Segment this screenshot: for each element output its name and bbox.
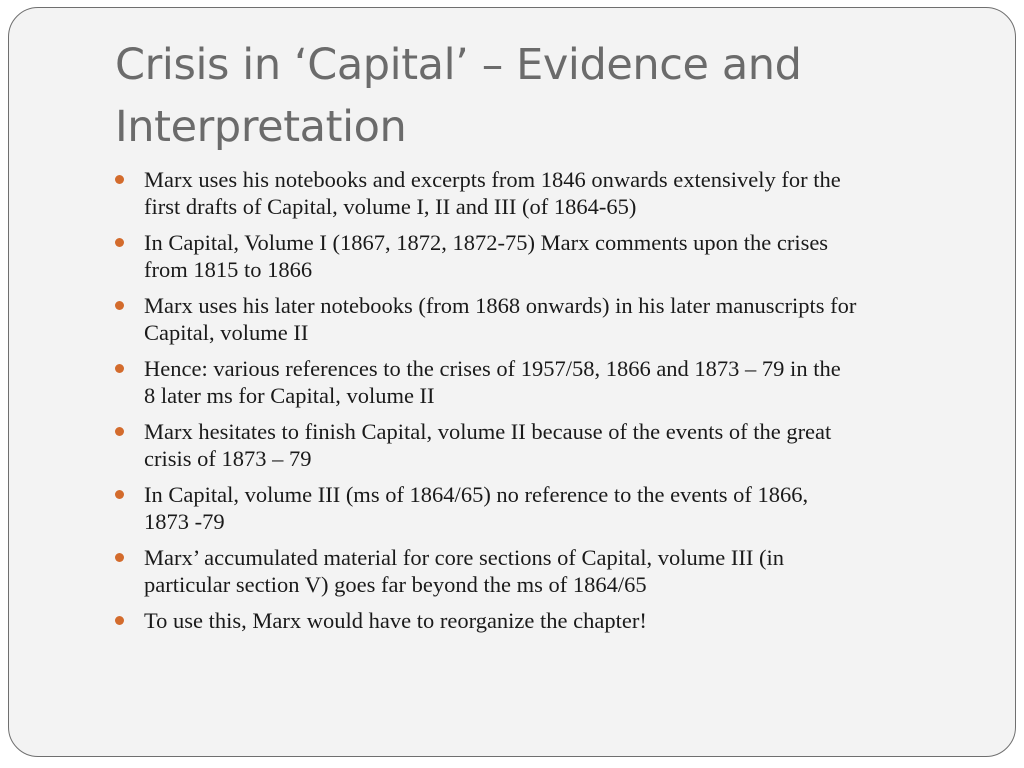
bullet-icon — [115, 490, 124, 499]
bullet-list — [115, 166, 975, 643]
bullet-icon — [115, 175, 124, 184]
bullet-text-line: Marx uses his later notebooks (from 1868 onwards) in his later manuscripts for — [144, 293, 857, 318]
bullet-text-line: first drafts of Capital, volume I, II and III (of 1864-65) — [144, 194, 637, 219]
bullet-text-line: Marx’ accumulated material for core sections of Capital, volume III (in — [144, 545, 784, 570]
bullet-text-line: 8 later ms for Capital, volume II — [144, 383, 435, 408]
bullet-text-line: Hence: various references to the crises of 1957/58, 1866 and 1873 – 79 in the — [144, 356, 841, 381]
bullet-item — [115, 418, 975, 472]
bullet-text-line: To use this, Marx would have to reorganize the chapter! — [144, 608, 647, 633]
bullet-item — [115, 544, 975, 598]
slide-title-line: Crisis in ‘Capital’ – Evidence and — [115, 40, 802, 90]
bullet-icon — [115, 553, 124, 562]
bullet-item — [115, 166, 975, 220]
bullet-item — [115, 607, 975, 634]
bullet-text-line: In Capital, Volume I (1867, 1872, 1872-75) Marx comments upon the crises — [144, 230, 829, 255]
bullet-text-line: Marx uses his notebooks and excerpts from 1846 onwards extensively for the — [144, 167, 841, 192]
bullet-text-line: In Capital, volume III (ms of 1864/65) no reference to the events of 1866, — [144, 482, 809, 507]
bullet-text-line: crisis of 1873 – 79 — [144, 446, 312, 471]
bullet-text-line: Marx hesitates to finish Capital, volume II because of the events of the great — [144, 419, 832, 444]
bullet-text-line: Capital, volume II — [144, 320, 309, 345]
bullet-item — [115, 292, 975, 346]
bullet-text-line: from 1815 to 1866 — [144, 257, 313, 282]
slide-frame — [8, 7, 1016, 757]
bullet-item — [115, 355, 975, 409]
bullet-icon — [115, 301, 124, 310]
bullet-icon — [115, 364, 124, 373]
bullet-icon — [115, 427, 124, 436]
bullet-item — [115, 229, 975, 283]
bullet-icon — [115, 238, 124, 247]
bullet-text-line: particular section V) goes far beyond the ms of 1864/65 — [144, 572, 647, 597]
slide-title-line: Interpretation — [115, 102, 407, 152]
slide-title — [115, 34, 995, 158]
bullet-icon — [115, 616, 124, 625]
bullet-text-line: 1873 -79 — [144, 509, 225, 534]
bullet-item — [115, 481, 975, 535]
